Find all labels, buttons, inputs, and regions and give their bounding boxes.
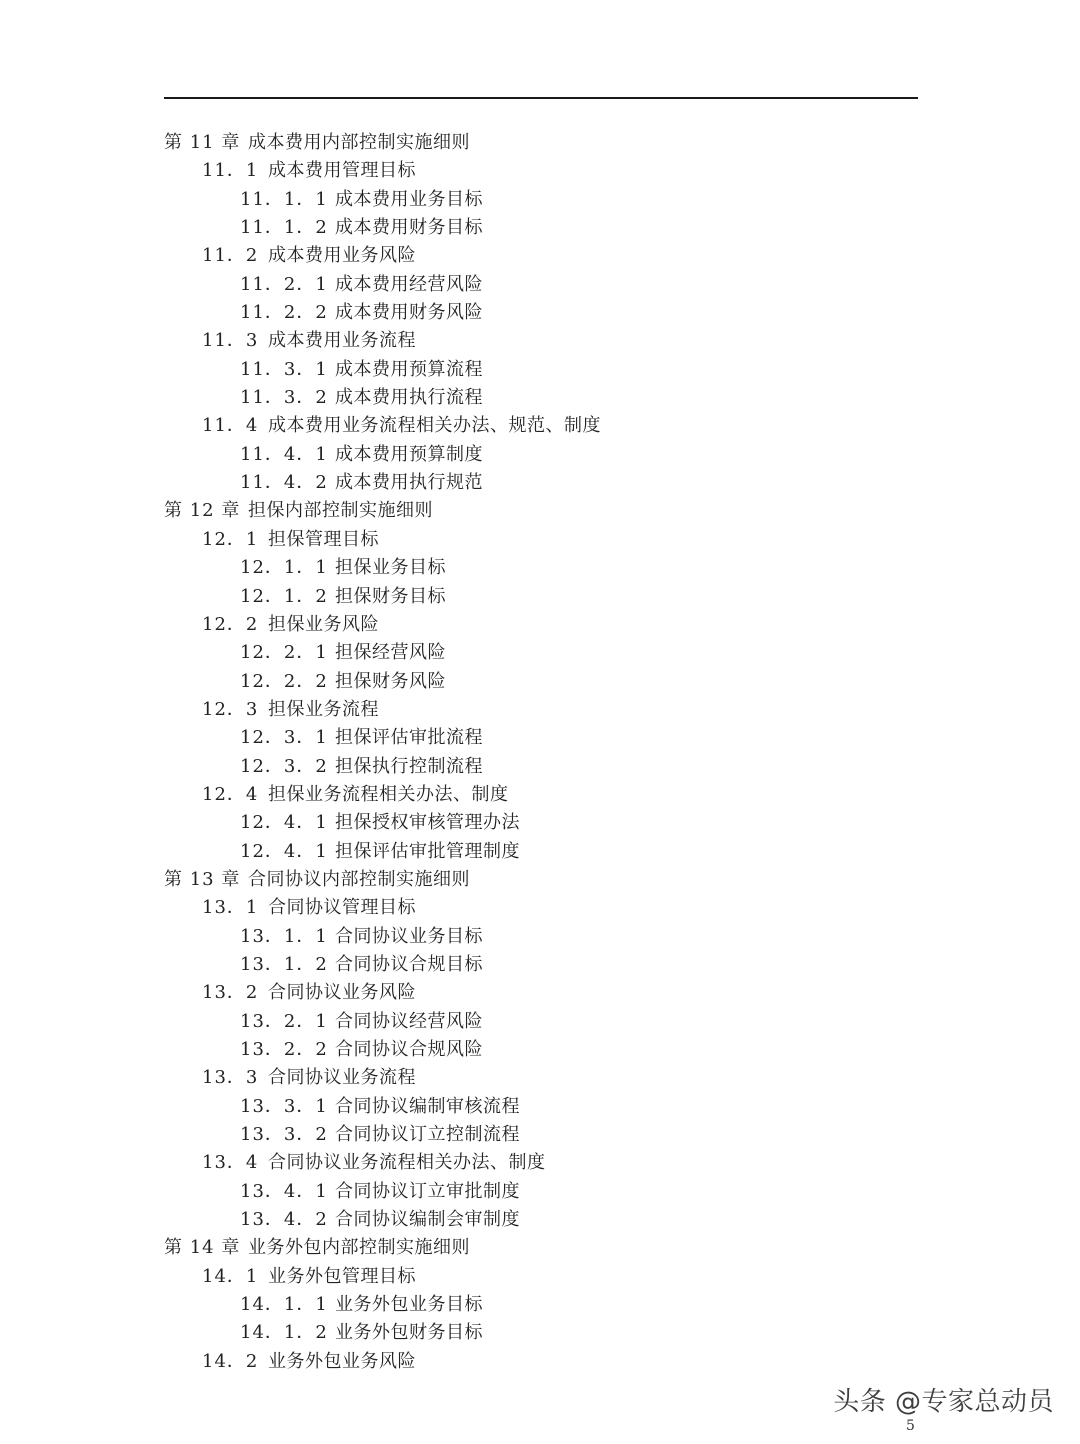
toc-section xyxy=(164,242,924,270)
toc-title: 业务外包管理目标 xyxy=(268,1265,416,1287)
toc-title: 担保执行控制流程 xyxy=(335,755,483,777)
toc-section xyxy=(164,327,924,355)
toc-title: 担保业务目标 xyxy=(335,557,446,579)
toc-title: 成本费用业务风险 xyxy=(268,245,416,267)
toc-subsection xyxy=(164,214,924,242)
toc-title: 担保经营风险 xyxy=(335,642,446,664)
toc-chapter xyxy=(164,497,924,525)
toc-number: 12．1．1 xyxy=(240,557,328,579)
toc-subsection xyxy=(164,1291,924,1319)
toc-number: 12．2．2 xyxy=(240,670,328,692)
toc-number: 11．4．1 xyxy=(240,443,328,465)
toc-number: 12．1．2 xyxy=(240,585,328,607)
toc-title: 成本费用内部控制实施细则 xyxy=(248,132,470,153)
toc-number: 11．1 xyxy=(202,160,259,182)
toc-subsection xyxy=(164,753,924,781)
toc-number: 12．4 xyxy=(202,783,259,805)
toc-title: 合同协议订立控制流程 xyxy=(335,1124,520,1146)
toc-number: 13．2 xyxy=(202,982,259,1004)
toc-number: 11．2 xyxy=(202,245,259,267)
toc-number: 14．1．2 xyxy=(240,1322,328,1344)
toc-title: 担保财务目标 xyxy=(335,585,446,607)
toc-section xyxy=(164,1263,924,1291)
toc-subsection xyxy=(164,441,924,469)
toc-title: 成本费用业务流程 xyxy=(268,330,416,352)
toc-number: 11．1．1 xyxy=(240,188,328,210)
toc-subsection xyxy=(164,1206,924,1234)
toc-number: 14．1 xyxy=(202,1265,259,1287)
toc-subsection xyxy=(164,1319,924,1347)
toc-number: 11．4 xyxy=(202,415,259,437)
toc-title: 业务外包内部控制实施细则 xyxy=(248,1237,470,1259)
toc-number: 14．1．1 xyxy=(240,1294,328,1316)
toc-section xyxy=(164,979,924,1007)
toc-subsection xyxy=(164,951,924,979)
toc-number: 13．2．2 xyxy=(240,1039,328,1060)
toc-title: 合同协议业务流程 xyxy=(268,1067,416,1089)
toc-number: 13．3．1 xyxy=(240,1095,328,1117)
toc-number: 第 12 章 xyxy=(164,500,241,522)
toc-title: 合同协议合规风险 xyxy=(335,1039,483,1060)
toc-title: 担保业务风险 xyxy=(268,613,379,635)
toc-title: 担保管理目标 xyxy=(268,528,379,550)
toc-title: 成本费用业务流程相关办法、规范、制度 xyxy=(268,415,601,437)
toc-title: 业务外包财务目标 xyxy=(335,1322,483,1344)
toc-subsection xyxy=(164,554,924,582)
toc-title: 担保授权审核管理办法 xyxy=(335,812,520,834)
toc-number: 11．2．2 xyxy=(240,302,328,324)
toc-number: 13．2．1 xyxy=(240,1010,328,1032)
toc-subsection xyxy=(164,583,924,611)
toc-number: 12．3．2 xyxy=(240,755,328,777)
toc-title: 成本费用预算流程 xyxy=(335,358,483,380)
toc-subsection xyxy=(164,186,924,214)
toc-subsection xyxy=(164,639,924,667)
toc-title: 成本费用执行流程 xyxy=(335,387,483,409)
toc-subsection xyxy=(164,356,924,384)
toc-subsection xyxy=(164,1178,924,1206)
toc-title: 成本费用财务风险 xyxy=(335,302,483,324)
toc-title: 担保评估审批流程 xyxy=(335,727,483,749)
toc-section xyxy=(164,157,924,185)
toc-title: 成本费用执行规范 xyxy=(335,472,483,494)
toc-subsection xyxy=(164,1121,924,1149)
toc-subsection xyxy=(164,384,924,412)
toc-chapter xyxy=(164,866,924,894)
toc-number: 第 11 章 xyxy=(164,132,241,153)
watermark: 头条 @专家总动员 xyxy=(833,1387,1054,1417)
toc-subsection xyxy=(164,1093,924,1121)
toc-number: 第 13 章 xyxy=(164,868,241,890)
toc-title: 担保评估审批管理制度 xyxy=(335,840,520,862)
toc-number: 11．3．2 xyxy=(240,387,328,409)
toc-number: 12．3．1 xyxy=(240,727,328,749)
toc-title: 成本费用管理目标 xyxy=(268,160,416,182)
toc-title: 成本费用业务目标 xyxy=(335,188,483,210)
toc-number: 12．2 xyxy=(202,613,259,635)
toc-section xyxy=(164,526,924,554)
toc-title: 担保业务流程 xyxy=(268,698,379,720)
toc-section xyxy=(164,781,924,809)
toc-title: 合同协议管理目标 xyxy=(268,897,416,919)
toc-subsection xyxy=(164,838,924,866)
toc-number: 11．2．1 xyxy=(240,273,328,295)
toc-title: 合同协议合规目标 xyxy=(335,953,483,975)
header-rule xyxy=(164,97,918,99)
toc-section xyxy=(164,611,924,639)
toc-number: 12．1 xyxy=(202,528,259,550)
toc-title: 担保内部控制实施细则 xyxy=(248,500,433,522)
toc-section xyxy=(164,894,924,922)
toc-subsection xyxy=(164,1036,924,1064)
toc-title: 担保业务流程相关办法、制度 xyxy=(268,783,509,805)
toc-title: 合同协议业务流程相关办法、制度 xyxy=(268,1152,546,1174)
toc-title: 合同协议业务目标 xyxy=(335,925,483,947)
toc-number: 13．3 xyxy=(202,1067,259,1089)
toc-number: 11．4．2 xyxy=(240,472,328,494)
toc-number: 13．3．2 xyxy=(240,1124,328,1146)
toc-section xyxy=(164,1064,924,1092)
table-of-contents xyxy=(164,129,924,1376)
toc-section xyxy=(164,1149,924,1177)
toc-title: 合同协议编制审核流程 xyxy=(335,1095,520,1117)
toc-chapter xyxy=(164,1234,924,1262)
toc-title: 担保财务风险 xyxy=(335,670,446,692)
toc-number: 12．4．1 xyxy=(240,840,328,862)
toc-subsection xyxy=(164,923,924,951)
toc-number: 12．4．1 xyxy=(240,812,328,834)
toc-title: 成本费用预算制度 xyxy=(335,443,483,465)
toc-section xyxy=(164,412,924,440)
toc-subsection xyxy=(164,668,924,696)
toc-title: 成本费用经营风险 xyxy=(335,273,483,295)
toc-section xyxy=(164,696,924,724)
toc-subsection xyxy=(164,469,924,497)
toc-title: 业务外包业务风险 xyxy=(268,1350,416,1372)
toc-title: 业务外包业务目标 xyxy=(335,1294,483,1316)
toc-title: 合同协议经营风险 xyxy=(335,1010,483,1032)
toc-number: 13．1．1 xyxy=(240,925,328,947)
toc-number: 13．1 xyxy=(202,897,259,919)
toc-subsection xyxy=(164,724,924,752)
toc-chapter xyxy=(164,129,924,157)
toc-title: 合同协议业务风险 xyxy=(268,982,416,1004)
toc-subsection xyxy=(164,299,924,327)
toc-title: 合同协议编制会审制度 xyxy=(335,1209,520,1231)
toc-number: 11．3 xyxy=(202,330,259,352)
toc-subsection xyxy=(164,271,924,299)
toc-subsection xyxy=(164,1008,924,1036)
toc-number: 11．3．1 xyxy=(240,358,328,380)
toc-number: 14．2 xyxy=(202,1350,259,1372)
toc-title: 合同协议订立审批制度 xyxy=(335,1180,520,1202)
toc-subsection xyxy=(164,809,924,837)
page-number: 5 xyxy=(906,1418,915,1434)
toc-title: 成本费用财务目标 xyxy=(335,217,483,239)
toc-number: 13．4 xyxy=(202,1152,259,1174)
toc-title: 合同协议内部控制实施细则 xyxy=(248,868,470,890)
toc-section xyxy=(164,1348,924,1376)
toc-number: 13．4．1 xyxy=(240,1180,328,1202)
toc-number: 11．1．2 xyxy=(240,217,328,239)
toc-number: 第 14 章 xyxy=(164,1237,241,1259)
toc-number: 13．1．2 xyxy=(240,953,328,975)
toc-number: 12．3 xyxy=(202,698,259,720)
toc-number: 13．4．2 xyxy=(240,1209,328,1231)
toc-number: 12．2．1 xyxy=(240,642,328,664)
